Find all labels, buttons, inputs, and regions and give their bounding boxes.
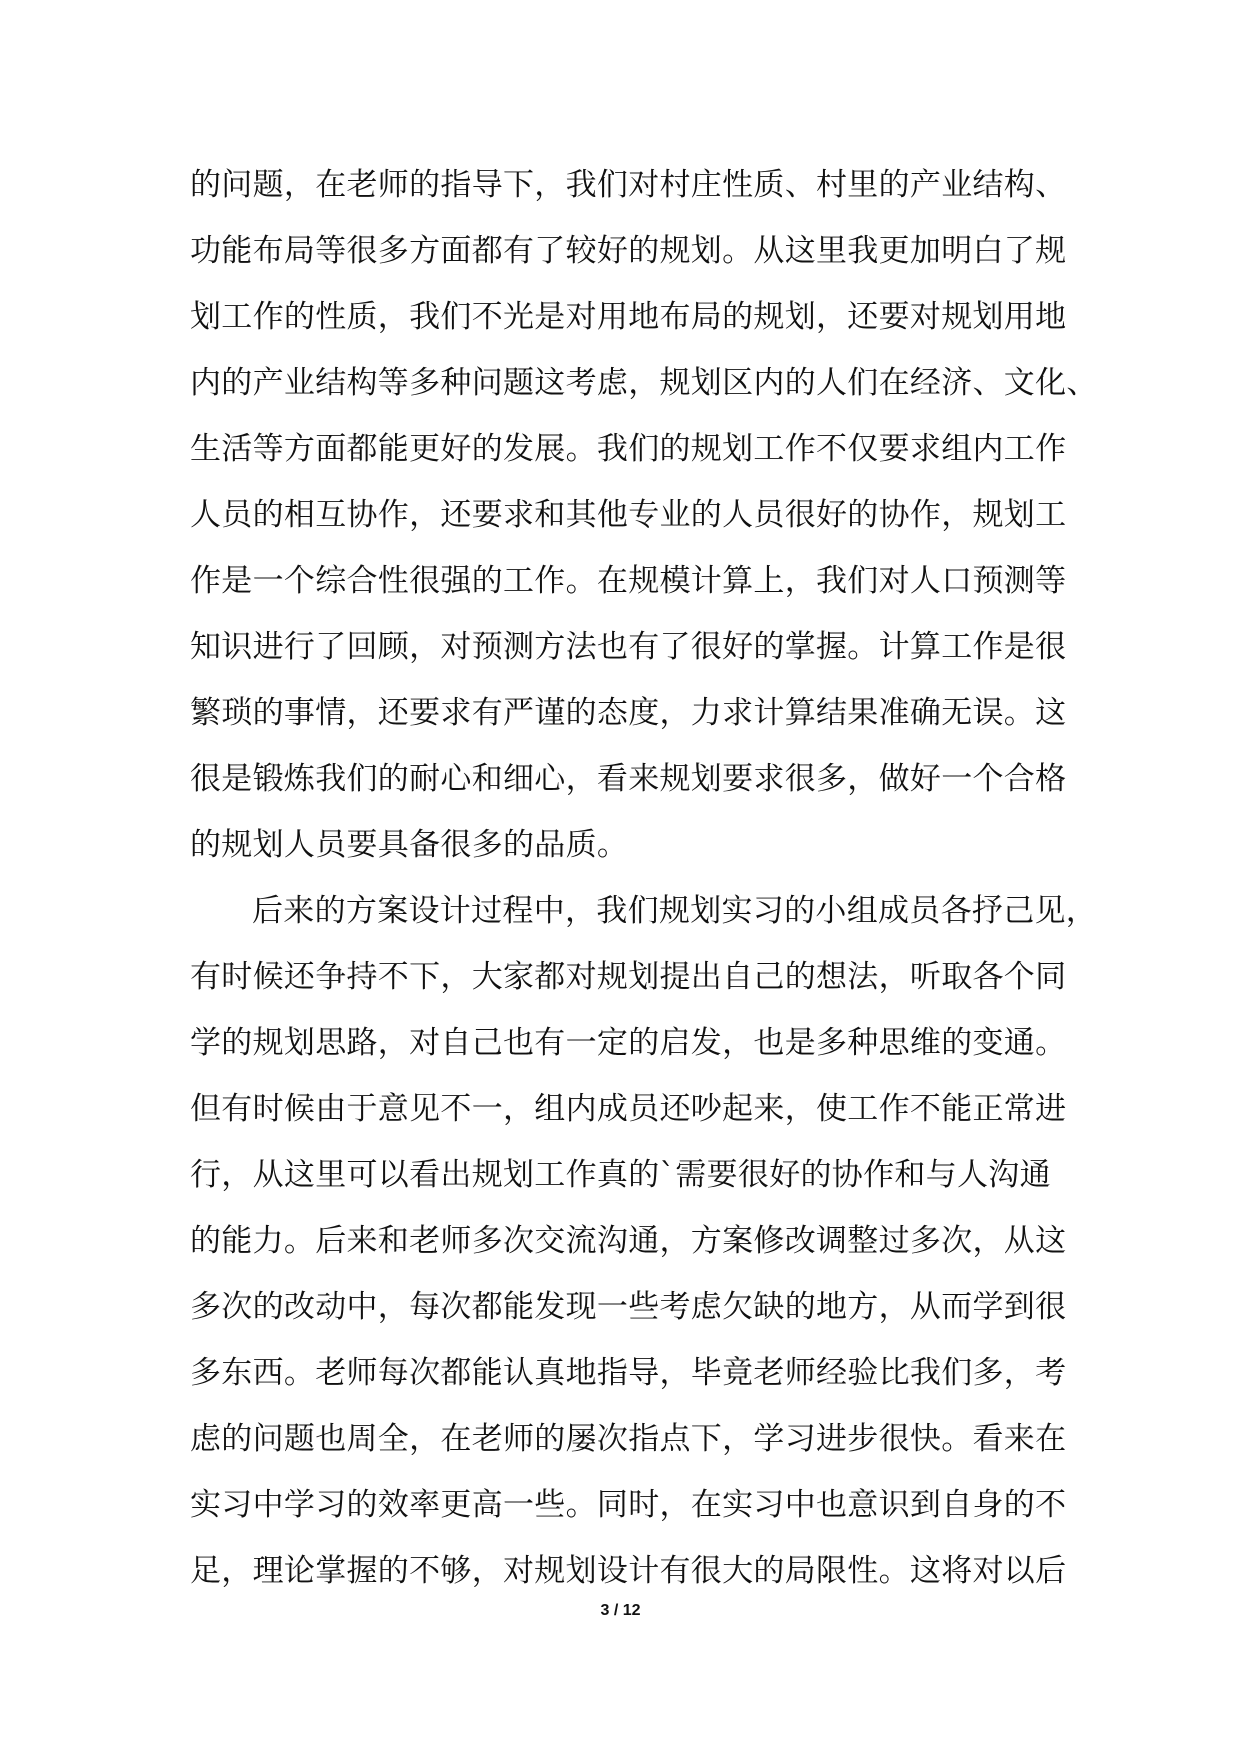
paragraph-first-line: 后来的方案设计过程中，我们规划实习的小组成员各抒己见， [252, 893, 1098, 929]
text-line: 学的规划思路，对自己也有一定的启发，也是多种思维的变通。 [190, 1025, 1067, 1061]
text-line: 繁琐的事情，还要求有严谨的态度，力求计算结果准确无误。这 [190, 695, 1067, 731]
text-line: 实习中学习的效率更高一些。同时，在实习中也意识到自身的不 [190, 1487, 1067, 1523]
page-number: 3 / 12 [600, 1602, 641, 1619]
text-line: 但有时候由于意见不一，组内成员还吵起来，使工作不能正常进 [190, 1091, 1067, 1127]
text-line: 虑的问题也周全，在老师的屡次指点下，学习进步很快。看来在 [190, 1421, 1067, 1457]
text-line: 多次的改动中，每次都能发现一些考虑欠缺的地方，从而学到很 [190, 1289, 1067, 1325]
text-line: 知识进行了回顾，对预测方法也有了很好的掌握。计算工作是很 [190, 629, 1067, 665]
text-line: 很是锻炼我们的耐心和细心，看来规划要求很多，做好一个合格 [190, 761, 1067, 797]
text-line: 人员的相互协作，还要求和其他专业的人员很好的协作，规划工 [190, 497, 1067, 533]
text-line: 功能布局等很多方面都有了较好的规划。从这里我更加明白了规 [190, 233, 1067, 269]
body-text [190, 152, 1098, 1604]
text-line: 的问题，在老师的指导下，我们对村庄性质、村里的产业结构、 [190, 167, 1067, 203]
text-line: 有时候还争持不下，大家都对规划提出自己的想法，听取各个同 [190, 959, 1067, 995]
text-line: 行，从这里可以看出规划工作真的`需要很好的协作和与人沟通 [190, 1157, 1051, 1193]
text-line: 内的产业结构等多种问题这考虑，规划区内的人们在经济、文化、 [190, 365, 1098, 401]
text-line: 划工作的性质，我们不光是对用地布局的规划，还要对规划用地 [190, 299, 1067, 335]
text-line: 生活等方面都能更好的发展。我们的规划工作不仅要求组内工作 [190, 431, 1067, 467]
text-line: 的规划人员要具备很多的品质。 [190, 827, 629, 863]
text-line: 足，理论掌握的不够，对规划设计有很大的局限性。这将对以后 [190, 1553, 1067, 1589]
text-line: 的能力。后来和老师多次交流沟通，方案修改调整过多次，从这 [190, 1223, 1067, 1259]
text-line: 作是一个综合性很强的工作。在规模计算上，我们对人口预测等 [190, 563, 1067, 599]
text-line: 多东西。老师每次都能认真地指导，毕竟老师经验比我们多，考 [190, 1355, 1067, 1391]
